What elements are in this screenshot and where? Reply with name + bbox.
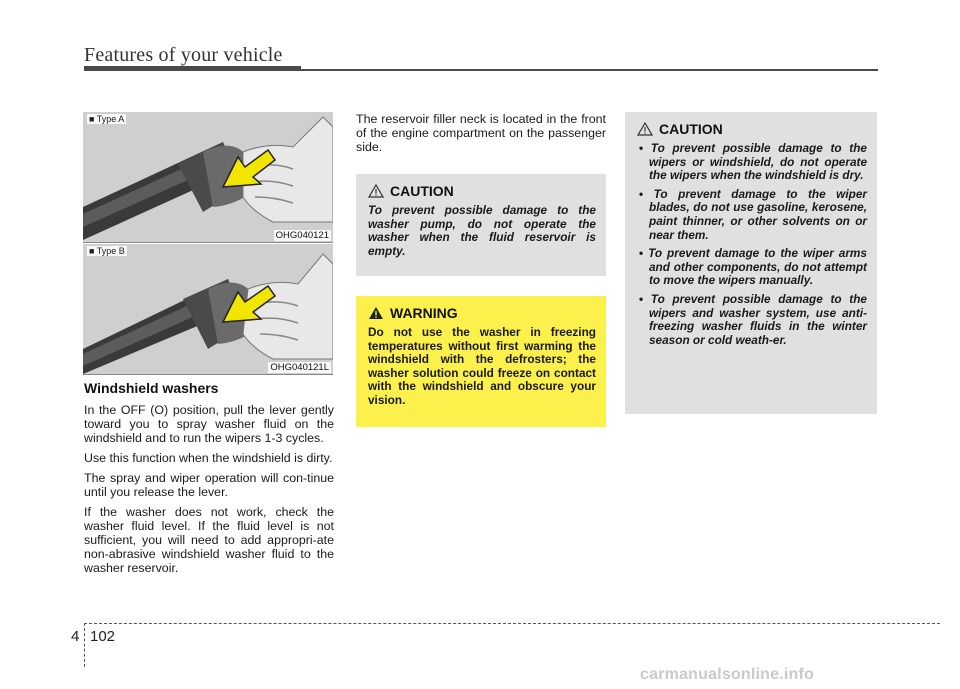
caution-title [368, 183, 596, 199]
caution-title [637, 121, 867, 137]
caution-list-item: • To prevent damage to the wiper blades, do not use gasoline, kerosene, paint thinner, or other solvents on or near them. [637, 188, 867, 242]
caution-list-item: • To prevent possible damage to the wipers or windshield, do not operate the wipers when the windshield is dry. [637, 142, 867, 183]
caution-box-washer-pump [356, 174, 606, 276]
header-rule-thick [84, 66, 301, 71]
warning-title-text: WARNING [390, 305, 458, 321]
warning-box-freezing [356, 296, 606, 427]
warning-text: Do not use the washer in freezing temperatures without first warming the windshield with the defrosters; the washer solution could freeze on contact with the windshield and obscure your vision. [368, 325, 596, 407]
figure-type-label: ■ Type B [89, 246, 125, 256]
body-paragraph: In the OFF (O) position, pull the lever gently toward you to spray washer fluid on the windshield and to run the wipers 1-3 cycles. [84, 403, 334, 445]
chapter-number: 4 [71, 628, 80, 645]
footer-rule [84, 623, 940, 624]
body-paragraph: If the washer does not work, check the washer fluid level. If the fluid level is not sufficient, you will need to add appropri-ate non-abrasive windshield washer fluid to the washer reservoir. [84, 505, 334, 575]
wiper-lever-illustration-b [83, 244, 333, 374]
caution-list-item: • To prevent possible damage to the wipers and washer system, use anti-freezing washer fluids in the winter season or cold weath-er. [637, 293, 867, 347]
body-paragraph: The reservoir filler neck is located in the front of the engine compartment on the passenger side. [356, 112, 606, 154]
caution-triangle-icon [368, 184, 384, 198]
caution-title-text: CAUTION [390, 183, 454, 199]
caution-text: To prevent possible damage to the washer pump, do not operate the washer when the fluid reservoir is empty. [368, 203, 596, 258]
figure-type-label: ■ Type A [89, 114, 125, 124]
figure-type-a [83, 112, 333, 243]
figure-code: OHG040121L [270, 362, 329, 373]
warning-title [368, 305, 596, 321]
page-number: 102 [90, 628, 116, 645]
figure-code: OHG040121 [275, 230, 329, 241]
header-rule-thin [300, 69, 878, 71]
caution-list [637, 142, 867, 347]
figure-type-b [83, 244, 333, 375]
caution-title-text: CAUTION [659, 121, 723, 137]
caution-box-wipers [625, 112, 877, 414]
body-paragraph: The spray and wiper operation will con-tinue until you release the lever. [84, 471, 334, 499]
caution-list-item: • To prevent damage to the wiper arms and other components, do not attempt to move the wipers manually. [637, 247, 867, 288]
section-heading: Windshield washers [84, 380, 219, 396]
warning-triangle-icon [368, 306, 384, 320]
watermark-text: carmanualsonline.info [640, 666, 815, 683]
page-header-title: Features of your vehicle [84, 44, 283, 66]
caution-triangle-icon [637, 122, 653, 136]
footer-divider [84, 623, 85, 667]
wiper-lever-illustration-a [83, 112, 333, 242]
reservoir-text [356, 112, 606, 160]
body-paragraph: Use this function when the windshield is dirty. [84, 451, 333, 465]
section-body [84, 403, 334, 581]
